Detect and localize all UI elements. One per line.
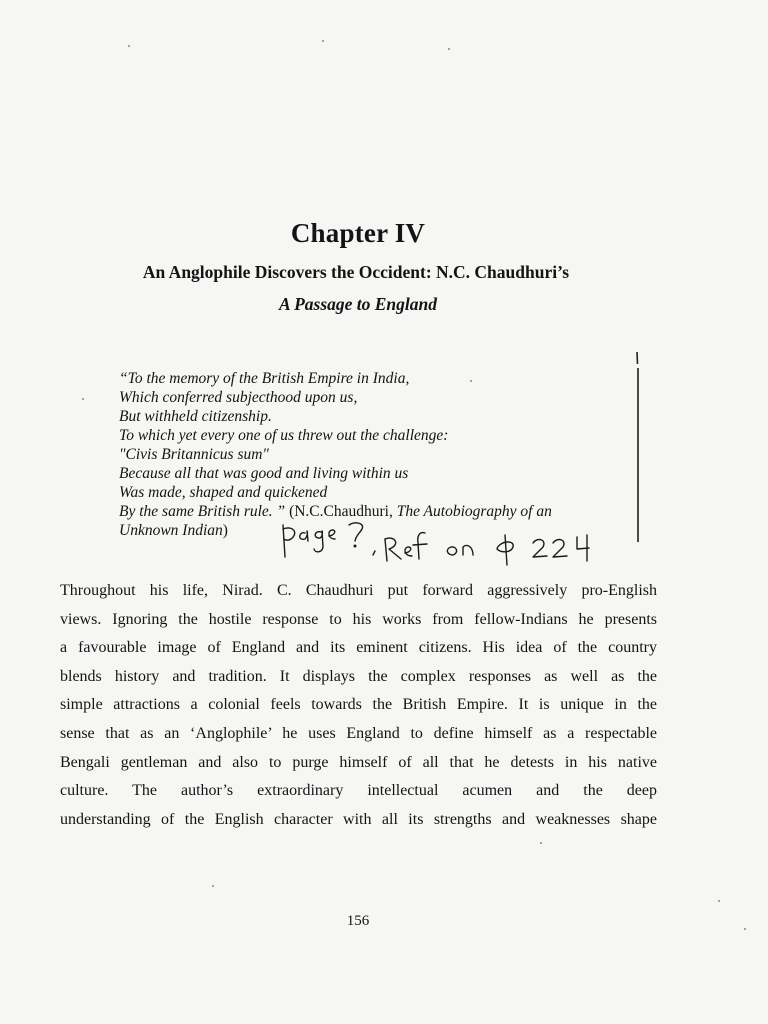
scan-speck — [212, 885, 214, 887]
epigraph-line: "Civis Britannicus sum" — [119, 446, 269, 463]
chapter-title: Chapter IV — [290, 218, 426, 248]
book-title: A Passage to England — [278, 294, 438, 314]
scan-speck — [744, 928, 746, 930]
epigraph-line: Which conferred subjecthood upon us, — [119, 389, 358, 406]
scan-speck — [448, 48, 450, 50]
epigraph — [119, 369, 629, 540]
scan-speck — [540, 842, 542, 844]
body-line: understanding of the English character with all its strengths and weaknesses shape — [60, 810, 657, 828]
epigraph-line: But withheld citizenship. — [119, 408, 272, 425]
epigraph-line: Was made, shaped and quickened — [119, 484, 328, 501]
scan-speck — [82, 398, 84, 400]
body-paragraph — [60, 577, 657, 834]
body-line: culture. The author’s extraordinary intellectual acumen and the deep — [60, 782, 657, 800]
attribution-title: The Autobiography of an — [396, 503, 552, 520]
body-line: a favourable image of England and its eminent citizens. His idea of the country — [60, 639, 657, 657]
epigraph-line: To which yet every one of us threw out the challenge: — [119, 427, 449, 444]
page-number: 156 — [346, 913, 370, 929]
body-line: Bengali gentleman and also to purge himself of all that he detests in his native — [60, 753, 657, 771]
attribution-author: (N.C.Chaudhuri, — [285, 503, 397, 520]
attribution-title: Unknown Indian — [119, 522, 223, 539]
scan-speck — [470, 380, 472, 382]
epigraph-line: Because all that was good and living within us — [119, 465, 409, 482]
body-line: blends history and tradition. It displays the complex responses as well as the — [60, 667, 657, 685]
epigraph-line: “To the memory of the British Empire in India, — [119, 370, 410, 387]
attribution-close: ) — [222, 522, 228, 539]
chapter-subtitle: An Anglophile Discovers the Occident: N.C. Chaudhuri’s — [142, 262, 570, 282]
scan-speck — [128, 45, 130, 47]
handwritten-annotation — [277, 519, 627, 569]
body-line: views. Ignoring the hostile response to his works from fellow-Indians he presents — [60, 610, 657, 628]
scan-speck — [322, 40, 324, 42]
epigraph-line: By the same British rule. ” — [119, 503, 286, 520]
body-line: sense that as an ‘Anglophile’ he uses England to define himself as a respectable — [60, 724, 657, 742]
margin-bracket — [635, 352, 641, 542]
body-line: simple attractions a colonial feels towards the British Empire. It is unique in the — [60, 696, 657, 714]
scan-speck — [718, 900, 720, 902]
body-line: Throughout his life, Nirad. C. Chaudhuri put forward aggressively pro-English — [60, 582, 657, 599]
